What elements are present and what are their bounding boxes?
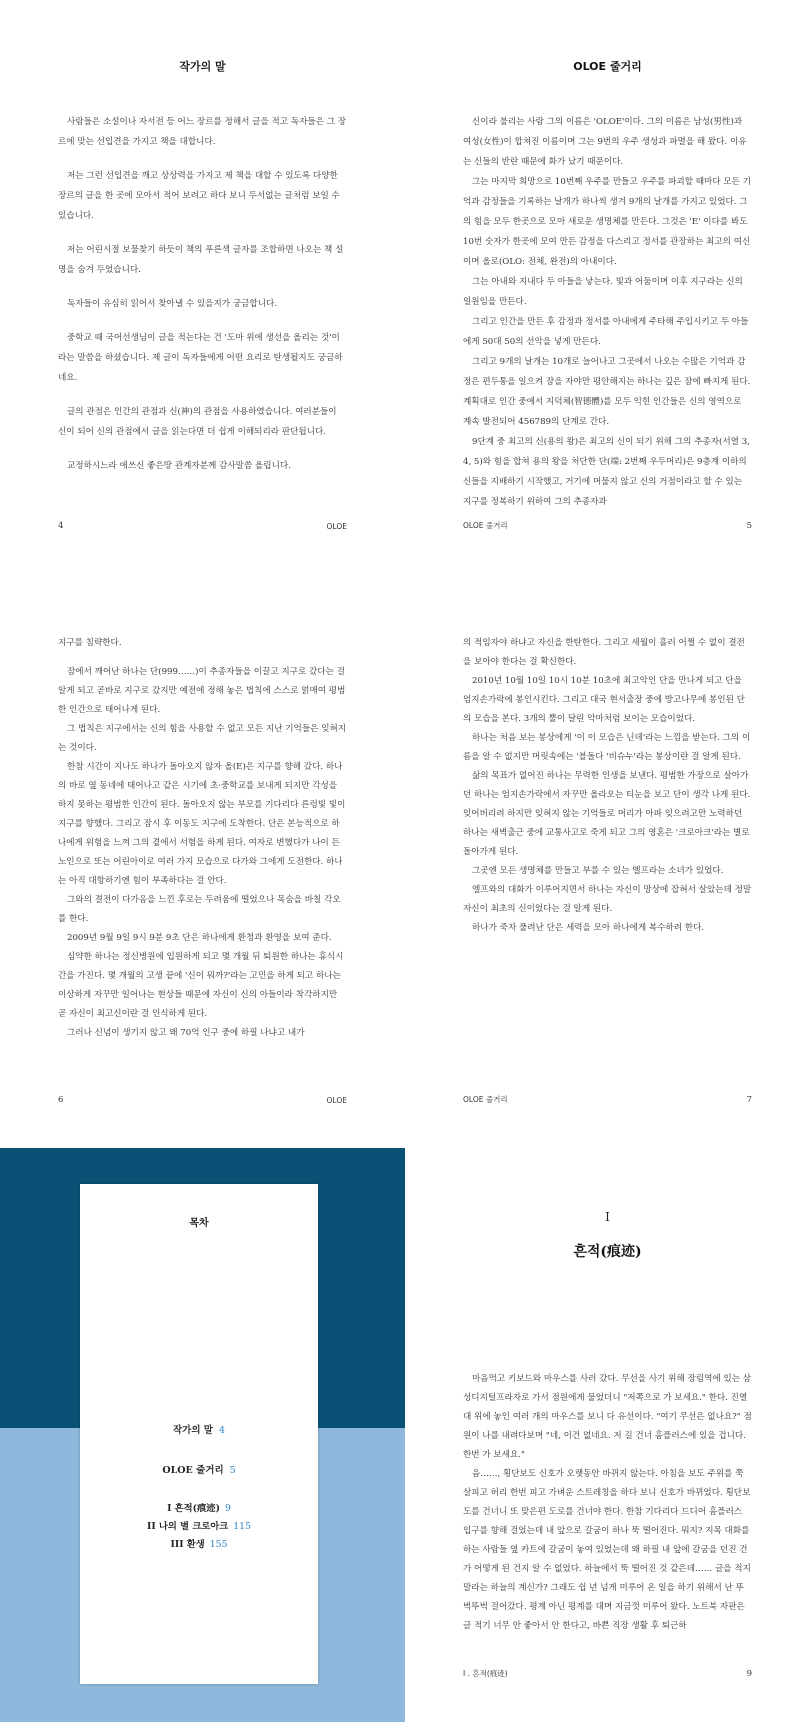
running-head: OLOE bbox=[326, 1096, 347, 1105]
page-4 bbox=[0, 0, 405, 574]
running-head: OLOE 줄거리 bbox=[463, 1095, 508, 1104]
paragraph: 마음먹고 키보드와 마우스를 사러 갔다. 무선을 사기 위해 장림역에 있는 삼성디지털프라자로 가서 점원에게 물었더니 "저쪽으로 가 보세요." 한다. 진열대 위에 놓인 여러 개의 마우스를 보니 다 유선이다. "여기 무선은 없나요?" 점원이 나를 내려다보며 "네, 이건 없네요. 저 길 건너 홈플러스에 있을 겁니다. 한번 가 보세요." bbox=[463, 1374, 752, 1460]
paragraph: 신이라 불리는 사람 그의 이름은 'OLOE'이다. 그의 이름은 남성(男性)과 여성(女性)이 합쳐진 이름이며 그는 9번의 우주 생성과 파멸을 해 왔다. 이유는 신들의 반란 때문에 화가 났기 때문이다. bbox=[463, 117, 747, 167]
paragraph: 2010년 10월 10일 10시 10분 10초에 최고악인 단을 만나게 되고 단을 엄지손가락에 봉인시킨다. 그리고 대국 현서출장 중에 방고나무에 봉인된 단의 모습을 본다. 3개의 뿔이 달린 악마처럼 보이는 모습이었다. bbox=[463, 676, 745, 724]
paragraph: 교정하시느라 애쓰신 좋은땅 관계자분께 감사말씀 올립니다. bbox=[67, 461, 291, 471]
paragraph: 삶의 목표가 없어진 하나는 무력한 인생을 보낸다. 평범한 가장으로 살아가던 하나는 엄지손가락에서 자꾸만 올라오는 티눈을 보고 단이 생각 나게 된다. 잊어버리려 하지만 잊혀지 않는 기억들로 머리가 아파 잊으려고만 노력하던 하나는 새벽출근 중에 교통사고로 죽게 되고 그의 영혼은 '크로아크'라는 별로 돌아가게 된다. bbox=[463, 771, 751, 857]
toc-chapter-page: 115 bbox=[233, 1521, 252, 1532]
paragraph: 한참 시간이 지나도 하나가 돌아오지 않자 올(E)은 지구를 향해 갔다. 하나의 바로 옆 동네에 태어나고 같은 시기에 초·중학교를 보내게 되지만 각성을 하지 못하는 평범한 인간이 된다. 돌아오지 않는 부모를 기다리다 른렁빛 빛이 지구를 향했다. 그리고 잠시 후 이동도 지구에 도착한다. 단은 본능적으로 하나에게 위험을 느껴 그의 곁에서 서험을 하게 된다. 여자로 변했다가 나이 든 노인으로 또는 어린아이로 여러 가지 모습으로 다가와 그에게 도전한다. 하나는 아직 대항하기엔 힘이 부족하다는 걸 안다. bbox=[58, 762, 346, 886]
body-text bbox=[463, 112, 752, 512]
toc-entry-label: 작가의 말 bbox=[172, 1425, 213, 1436]
paragraph: 하나는 처음 보는 봉상에게 '이 이 모습은 닌데'라는 느낌을 받는다. 그의 이름을 알 수 없지만 머릿속에는 '블돌다 '비슈누'라는 봉상이란 걸 알게 된다. bbox=[463, 733, 751, 762]
paragraph: 하나가 죽자 풀려난 단은 세력을 모아 하나에게 복수하려 한다. bbox=[472, 923, 705, 933]
paragraph: 그와의 결전이 다가옴을 느낀 후로는 두려움에 떨었으나 목숨을 바칠 각오를 한다. bbox=[58, 895, 341, 924]
page-5 bbox=[405, 0, 810, 574]
paragraph: 저는 어린시절 보물찾기 하듯이 책의 푸른색 글자를 조합하면 나오는 책 설명을 숨겨 두었습니다. bbox=[58, 245, 344, 275]
paragraph: 심약한 하나는 정신병원에 입원하게 되고 몇 개월 뒤 퇴원한 하나는 휴식시간을 가진다. 몇 개월의 고생 끝에 '신이 뭐까?'라는 고민을 하게 되고 하나는 이상하게 자꾸만 일어나는 현상들 때문에 자신이 신의 아들이라 착각하지만 곧 자신이 최고신이란 걸 인식하게 된다. bbox=[58, 952, 344, 1019]
page-6 bbox=[0, 574, 405, 1148]
page-number: 5 bbox=[746, 521, 752, 531]
paragraph: 의 적임자야 하냐고 자신을 한탄한다. 그리고 세월이 흘러 어쩔 수 없이 결전을 보아야 한다는 걸 확신한다. bbox=[463, 638, 745, 667]
body-text bbox=[463, 1370, 752, 1636]
toc-chapter-page: 9 bbox=[225, 1503, 231, 1514]
toc-entry-page: 4 bbox=[218, 1425, 226, 1436]
page-number: 7 bbox=[746, 1095, 752, 1105]
body-text bbox=[58, 634, 347, 1043]
paragraph: 그는 마지막 희망으로 10번째 우주를 만들고 우주를 파괴할 때마다 모든 기억과 감정들을 기록하는 날개가 하나씩 생겨 9개의 날개를 가지고 있었다. 그의 힘을 모두 한곳으로 모아 새로운 생명체를 만든다. 그것은 'E' 이다를 봐도 10번 숫자가 한곳에 모여 만든 감정을 다스리고 정서를 관장하는 최고의 여신이며 올로(OLO: 전체, 완전)의 아내이다. bbox=[463, 177, 751, 267]
paragraph: 저는 그런 선입견을 깨고 상상력을 가지고 제 책을 대할 수 있도록 다양한 장르의 글을 한 곳에 모아서 적어 보려고 하다 보니 두서없는 글처럼 보일 수 있습니다. bbox=[58, 171, 340, 221]
paragraph: 그는 아내와 지내다 두 아들을 낳는다. 빛과 어둠이며 이후 지구라는 신의 일원임을 만든다. bbox=[463, 277, 743, 307]
toc-title: 목차 bbox=[189, 1218, 209, 1229]
page-title: OLOE 줄거리 bbox=[573, 60, 642, 73]
page-title: 작가의 말 bbox=[179, 60, 226, 73]
paragraph: 그 법칙은 지구에서는 신의 힘을 사용할 수 없고 모든 지난 기억들은 잊혀지는 것이다. bbox=[58, 724, 347, 753]
toc-chapter[interactable] bbox=[80, 1518, 318, 1536]
paragraph: 그러나 신념이 생기지 않고 왜 70억 인구 중에 하필 나냐고 내가 bbox=[67, 1028, 305, 1038]
paragraph: 지구를 침략한다. bbox=[58, 638, 122, 648]
chapter-number: I bbox=[605, 1210, 610, 1224]
toc-chapter[interactable] bbox=[80, 1536, 318, 1554]
toc-chapter-page: 155 bbox=[209, 1539, 228, 1550]
toc-chapters bbox=[80, 1500, 318, 1554]
toc-entry-label: OLOE 줄거리 bbox=[162, 1465, 224, 1476]
toc-chapter[interactable] bbox=[80, 1500, 318, 1518]
paragraph: 음……, 횡단보도 신호가 오랫동안 바뀌지 않는다. 아침을 보도 주위를 쭉 살피고 허리 한번 피고 가벼운 스트레칭을 하다 보니 신호가 바뀌었다. 횡단보도를 건너니 또 맞은편 도로를 건너야 한다. 한참 기다리다 드디어 홈플러스 입구를 향해 걸었는데 내 앞으로 갈굼이 하나 뚝 떨어진다. 뭐지? 지목 대화를 하는 사람들 옆 카트에 갈굼이 놓여 있었는데 왜 하필 내 앞에 갈굼을 던진 건가 어떻게 된 건지 알 수 없었다. 하늘에서 뚝 떨어진 것 같은데…… 글을 적지 말라는 하늘의 계신가? 그래도 쉽 년 넘게 미루어 온 일을 하기 위해서 난 뚜벅뚜벅 걸어갔다. 평계 아닌 평계를 대며 지금껏 미루어 왔다. 노트북 자판은 글 적기 너무 안 좋아서 안 한다고, 바쁜 직장 생활 후 퇴근하 bbox=[463, 1469, 751, 1631]
running-head: I . 흔적(痕迹) bbox=[463, 1669, 508, 1678]
paragraph: 잠에서 깨어난 하나는 단(999……)이 추종자들을 이끌고 지구로 갔다는 걸 알게 되고 곧바로 지구로 갔지만 예전에 정해 놓은 법칙에 스스로 얽매여 평범한 인간으로 태어나게 된다. bbox=[58, 667, 346, 715]
table-of-contents-page bbox=[0, 1148, 405, 1722]
paragraph: 사람들은 소설이나 자서전 등 어느 장르를 정해서 글을 적고 독자들은 그 장르에 맞는 선입견을 가지고 책을 대합니다. bbox=[58, 117, 347, 147]
paragraph: 중학교 때 국어선생님이 글을 적는다는 건 '도마 위에 생선을 올리는 것'이라는 말씀을 하셨습니다. 제 글이 독자들에게 어떤 요리로 탄생될지도 궁금하네요. bbox=[58, 333, 343, 383]
toc-entry[interactable] bbox=[80, 1462, 318, 1476]
paragraph: 2009년 9월 9일 9시 9분 9초 단은 하나에게 환청과 환영을 보여 준다. bbox=[67, 933, 332, 943]
body-text bbox=[463, 634, 752, 938]
paragraph: 엘프와의 대화가 이루어지면서 하나는 자신이 망상에 잡혀서 살았는데 정말 자신이 최초의 신이었다는 걸 알게 된다. bbox=[463, 885, 752, 914]
running-head: OLOE bbox=[326, 522, 347, 531]
page-number: 9 bbox=[746, 1669, 752, 1679]
paragraph: 그곳엔 모든 생명체를 만들고 부를 수 있는 엘프라는 소녀가 있었다. bbox=[472, 866, 724, 876]
paragraph: 9단계 중 최고의 신(용의 왕)은 최고의 신이 되기 위해 그의 추종자(서열 3, 4, 5)와 힘을 합쳐 용의 왕을 처단한 단(端: 2번째 우두머리)은 9층계 이하의 신들을 지배하기 시작했고, 거기에 머물지 않고 신의 거점이라고 할 수 있는 지구를 정복하기 위하여 그의 추종자과 bbox=[463, 437, 750, 507]
chapter-title: 흔적(痕迹) bbox=[573, 1244, 642, 1260]
paragraph: 독자들이 유심히 읽어서 찾아낼 수 있을지가 궁금합니다. bbox=[67, 299, 278, 309]
page-7 bbox=[405, 574, 810, 1148]
toc-entry-page: 5 bbox=[229, 1465, 236, 1476]
running-head: OLOE 줄거리 bbox=[463, 521, 508, 530]
body-text bbox=[58, 112, 347, 490]
page-9 bbox=[405, 1148, 810, 1722]
toc-entry[interactable] bbox=[80, 1422, 318, 1436]
page-number: 6 bbox=[58, 1095, 64, 1105]
toc-card bbox=[80, 1184, 318, 1684]
toc-chapter-label: II 나의 별 크로아크 bbox=[146, 1521, 229, 1532]
toc-chapter-label: III 환생 bbox=[170, 1539, 205, 1550]
paragraph: 그리고 9개의 날개는 10개로 늘어나고 그곳에서 나오는 수많은 기억과 감정은 편두통을 일으켜 잠을 자야만 평안해지는 하나는 깊은 잠에 빠지게 된다. 계획대로 인간 중에서 지덕체(智德體)를 모두 익힌 인간들은 신의 영역으로 계속 발전되어 456789의 단계로 간다. bbox=[463, 357, 751, 427]
page-number: 4 bbox=[58, 521, 64, 531]
paragraph: 그리고 인간을 만든 후 감정과 정서를 아내에게 주타해 주입시키고 두 아들에게 50대 50의 선악을 넣게 만든다. bbox=[463, 317, 749, 347]
paragraph: 글의 관점은 인간의 관점과 신(神)의 관점을 사용하였습니다. 여러분들이 신이 되어 신의 관점에서 글을 읽는다면 더 쉽게 이해되리라 판단됩니다. bbox=[58, 407, 337, 437]
toc-chapter-label: I 흔적(痕迹) bbox=[167, 1503, 221, 1514]
